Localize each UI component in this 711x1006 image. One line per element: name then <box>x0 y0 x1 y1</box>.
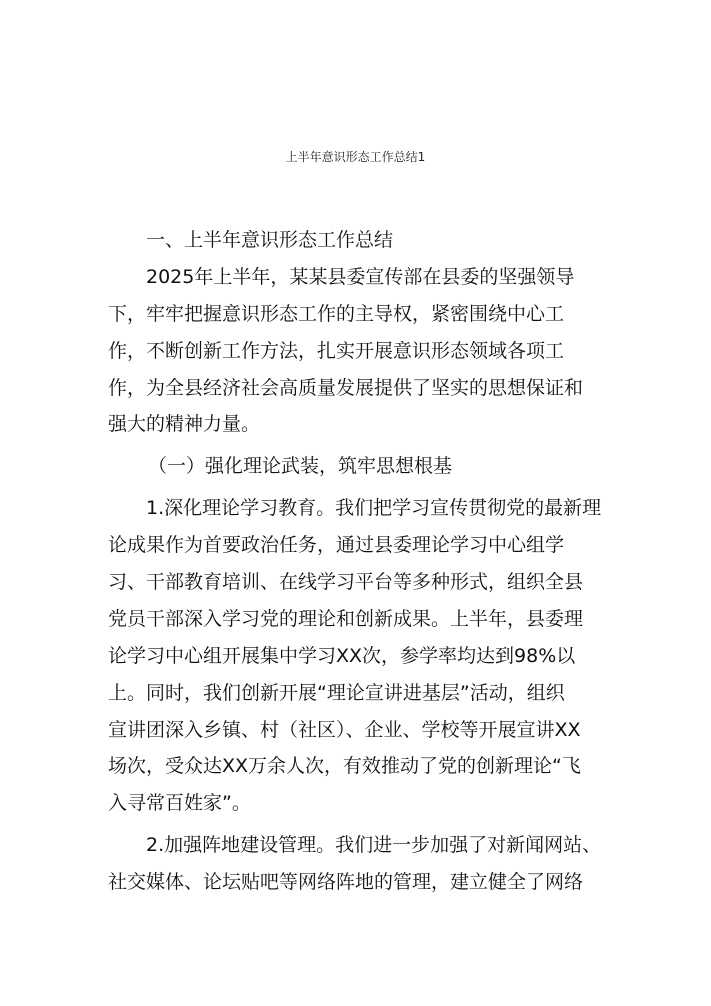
paragraph-line: 上。同时，我们创新开展“理论宣讲进基层”活动，组织 <box>108 681 565 704</box>
paragraph-line: 1.深化理论学习教育。我们把学习宣传贯彻党的最新理 <box>146 497 602 520</box>
paragraph-line: 下，牢牢把握意识形态工作的主导权，紧密围绕中心工 <box>108 302 565 325</box>
paragraph-line: 习、干部教育培训、在线学习平台等多种形式，组织全县 <box>108 571 584 594</box>
paragraph-line: 场次，受众达XX万余人次，有效推动了党的创新理论“飞 <box>108 755 581 778</box>
paragraph-line: 论学习中心组开展集中学习XX次，参学率均达到98%以 <box>108 644 576 667</box>
paragraph-line: 作，不断创新工作方法，扎实开展意识形态领域各项工 <box>108 339 565 362</box>
section-heading: 一、上半年意识形态工作总结 <box>146 229 394 251</box>
paragraph-line: 社交媒体、论坛贴吧等网络阵地的管理，建立健全了网络 <box>108 871 584 894</box>
paragraph-line: 入寻常百姓家”。 <box>108 792 251 815</box>
paragraph-line: 党员干部深入学习党的理论和创新成果。上半年，县委理 <box>108 607 584 630</box>
paragraph-line: 强大的精神力量。 <box>108 413 261 436</box>
paragraph-line: 论成果作为首要政治任务，通过县委理论学习中心组学 <box>108 534 565 557</box>
paragraph-line: 2.加强阵地建设管理。我们进一步加强了对新闻网站、 <box>146 834 602 857</box>
paragraph-line: 宣讲团深入乡镇、村（社区）、企业、学校等开展宣讲XX <box>108 718 581 741</box>
subsection-heading: （一）强化理论武装，筑牢思想根基 <box>148 455 453 478</box>
paragraph-line: 作，为全县经济社会高质量发展提供了坚实的思想保证和 <box>108 376 584 399</box>
document-body <box>108 222 608 901</box>
document-title: 上半年意识形态工作总结1 <box>285 150 426 164</box>
paragraph-line: 2025年上半年，某某县委宣传部在县委的坚强领导 <box>146 265 575 288</box>
